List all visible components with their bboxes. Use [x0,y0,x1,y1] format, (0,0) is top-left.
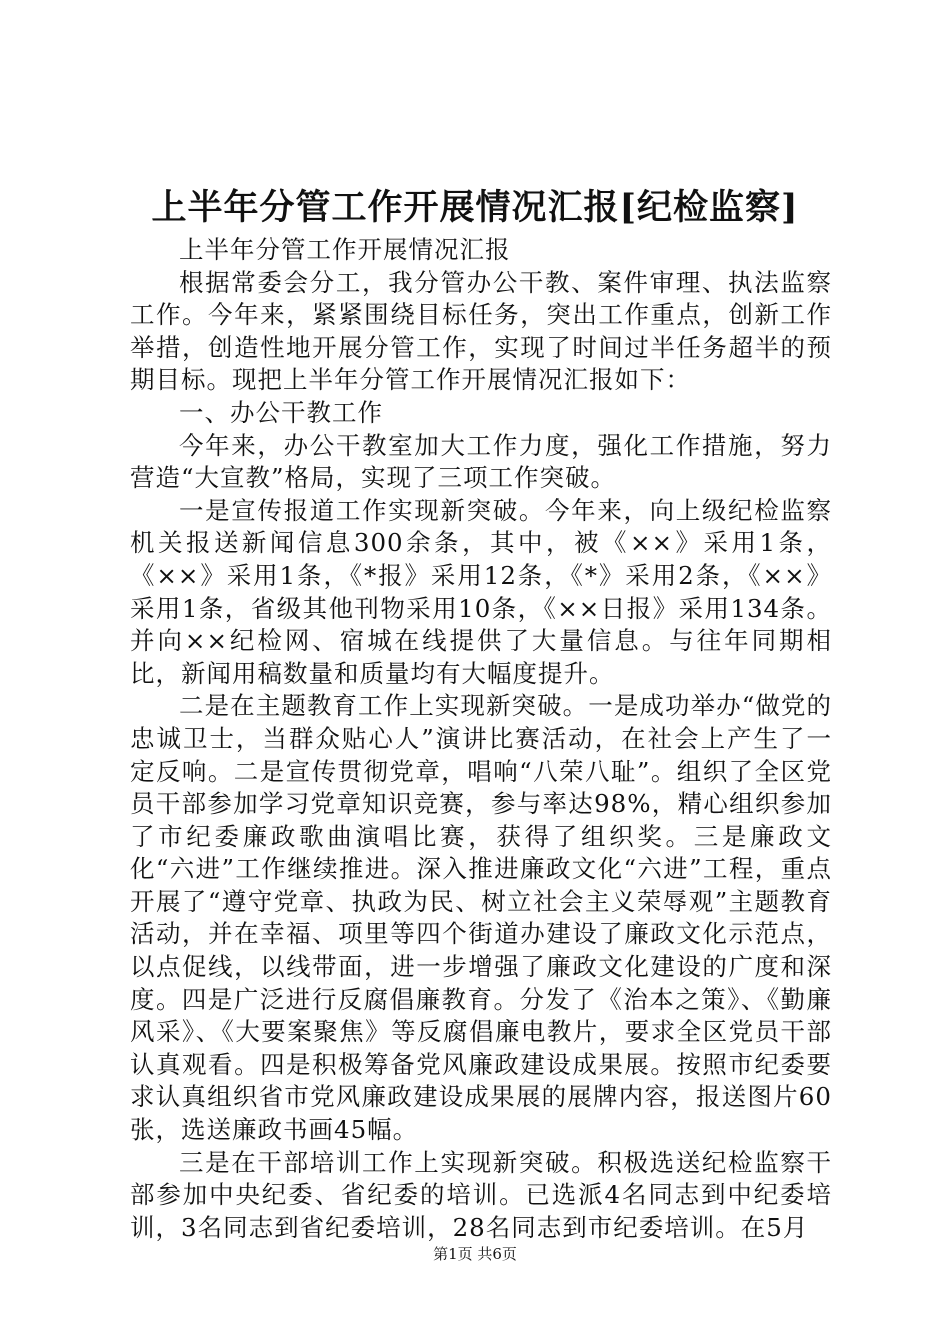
section-heading: 一、办公干教工作 [179,397,383,427]
subtitle-paragraph: 上半年分管工作开展情况汇报 [179,235,511,264]
document-body [130,234,832,1244]
body-paragraph: 一是宣传报道工作实现新突破。今年来，向上级纪检监察机关报送新闻信息300余条，其中，被《××》采用1条，《××》采用1条，《*报》采用12条，《*》采用2条，《××》采用1条，省级其他刊物采用10条，《××日报》采用134条。并向××纪检网、宿城在线提供了大量信息。与往年同期相比，新闻用稿数量和质量均有大幅度提升。 [130,495,832,688]
intro-paragraph: 根据常委会分工，我分管办公干教、案件审理、执法监察工作。今年来，紧紧围绕目标任务，突出工作重点，创新工作举措，创造性地开展分管工作，实现了时间过半任务超半的预期目标。现把上半年分管工作开展情况汇报如下： [130,267,832,395]
document-title: 上半年分管工作开展情况汇报[纪检监察] [151,187,799,228]
body-paragraph: 三是在干部培训工作上实现新突破。积极选送纪检监察干部参加中央纪委、省纪委的培训。已选派4名同志到中纪委培训，3名同志到省纪委培训，28名同志到市纪委培训。在5月 [130,1147,832,1242]
body-paragraph: 二是在主题教育工作上实现新突破。一是成功举办“做党的忠诚卫士，当群众贴心人”演讲比赛活动，在社会上产生了一定反响。二是宣传贯彻党章，唱响“八荣八耻”。组织了全区党员干部参加学习党章知识竞赛，参与率达98%，精心组织参加了市纪委廉政歌曲演唱比赛，获得了组织奖。三是廉政文化“六进”工作继续推进。深入推进廉政文化“六进”工程，重点开展了“遵守党章、执政为民、树立社会主义荣辱观”主题教育活动，并在幸福、项里等四个街道办建设了廉政文化示范点，以点促线，以线带面，进一步增强了廉政文化建设的广度和深度。四是广泛进行反腐倡廉教育。分发了《治本之策》、《勤廉风采》、《大要案聚焦》等反腐倡廉电教片，要求全区党员干部认真观看。四是积极筹备党风廉政建设成果展。按照市纪委要求认真组织省市党风廉政建设成果展的展牌内容，报送图片60张，选送廉政书画45幅。 [130,691,832,1145]
page-footer: 第1页 共6页 [433,1245,517,1263]
body-paragraph: 今年来，办公干教室加大工作力度，强化工作措施，努力营造“大宣教”格局，实现了三项工作突破。 [130,430,832,493]
